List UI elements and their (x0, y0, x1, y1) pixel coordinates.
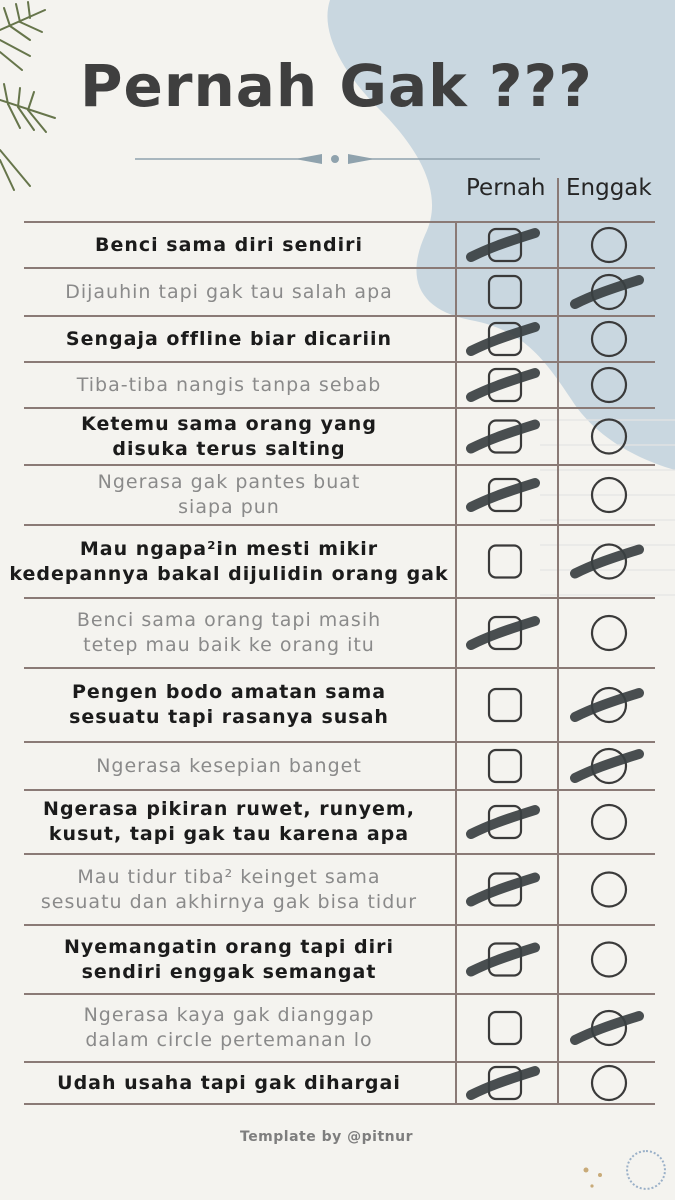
pine-branch-decoration (0, 2, 55, 190)
question-text: Ngerasa kaya gak dianggap dalam circle pertemanan lo (83, 1004, 375, 1051)
question-text: Nyemangatin orang tapi diri sendiri enggak semangat (63, 935, 395, 983)
question-text: Mau ngapa²in mesti mikir kedepannya bakal dijulidin orang gak (9, 537, 449, 585)
check-mark-pernah (471, 483, 535, 507)
question-text: Tiba-tiba nangis tanpa sebab (76, 373, 382, 396)
question-text: Udah usaha tapi gak dihargai (57, 1071, 401, 1094)
template-credit: Template by @pitnur (240, 1129, 413, 1145)
corner-dots (584, 1168, 603, 1188)
check-mark-enggak (575, 1016, 639, 1040)
enggak-radio[interactable] (592, 1066, 626, 1100)
enggak-radio[interactable] (592, 616, 626, 650)
question-text: Sengaja offline biar dicariin (65, 327, 393, 350)
enggak-radio[interactable] (592, 873, 626, 907)
pernah-checkbox[interactable] (489, 1012, 521, 1044)
enggak-radio[interactable] (592, 943, 626, 977)
check-mark-pernah (471, 948, 535, 972)
check-mark-pernah (471, 621, 535, 645)
enggak-radio[interactable] (592, 805, 626, 839)
question-text: Ngerasa kesepian banget (96, 754, 362, 777)
check-mark-pernah (471, 1071, 535, 1095)
check-mark-enggak (575, 754, 639, 778)
question-text: Ketemu sama orang yang disuka terus salting (81, 412, 377, 460)
question-text: Ngerasa gak pantes buat siapa pun (97, 471, 361, 518)
check-mark-pernah (471, 373, 535, 397)
page-title: Pernah Gak ??? (80, 52, 593, 120)
check-mark-enggak (575, 693, 639, 717)
question-text: Pengen bodo amatan sama sesuatu tapi rasanya susah (69, 681, 389, 728)
column-header-pernah: Pernah (466, 175, 546, 201)
question-text: Mau tidur tiba² keinget sama sesuatu dan akhirnya gak bisa tidur (40, 865, 418, 913)
question-text: Ngerasa pikiran ruwet, runyem, kusut, tapi gak tau karena apa (43, 798, 415, 845)
question-text: Benci sama diri sendiri (95, 233, 363, 256)
check-mark-pernah (471, 878, 535, 902)
column-header-enggak: Enggak (566, 175, 652, 201)
pernah-checkbox[interactable] (489, 546, 521, 578)
pernah-checkbox[interactable] (489, 689, 521, 721)
pernah-checkbox[interactable] (489, 750, 521, 782)
question-text: Benci sama orang tapi masih tetep mau baik ke orang itu (76, 609, 382, 656)
logo-stamp (626, 1150, 666, 1190)
question-text: Dijauhin tapi gak tau salah apa (65, 280, 393, 303)
check-mark-pernah (471, 425, 535, 449)
check-mark-pernah (471, 810, 535, 834)
